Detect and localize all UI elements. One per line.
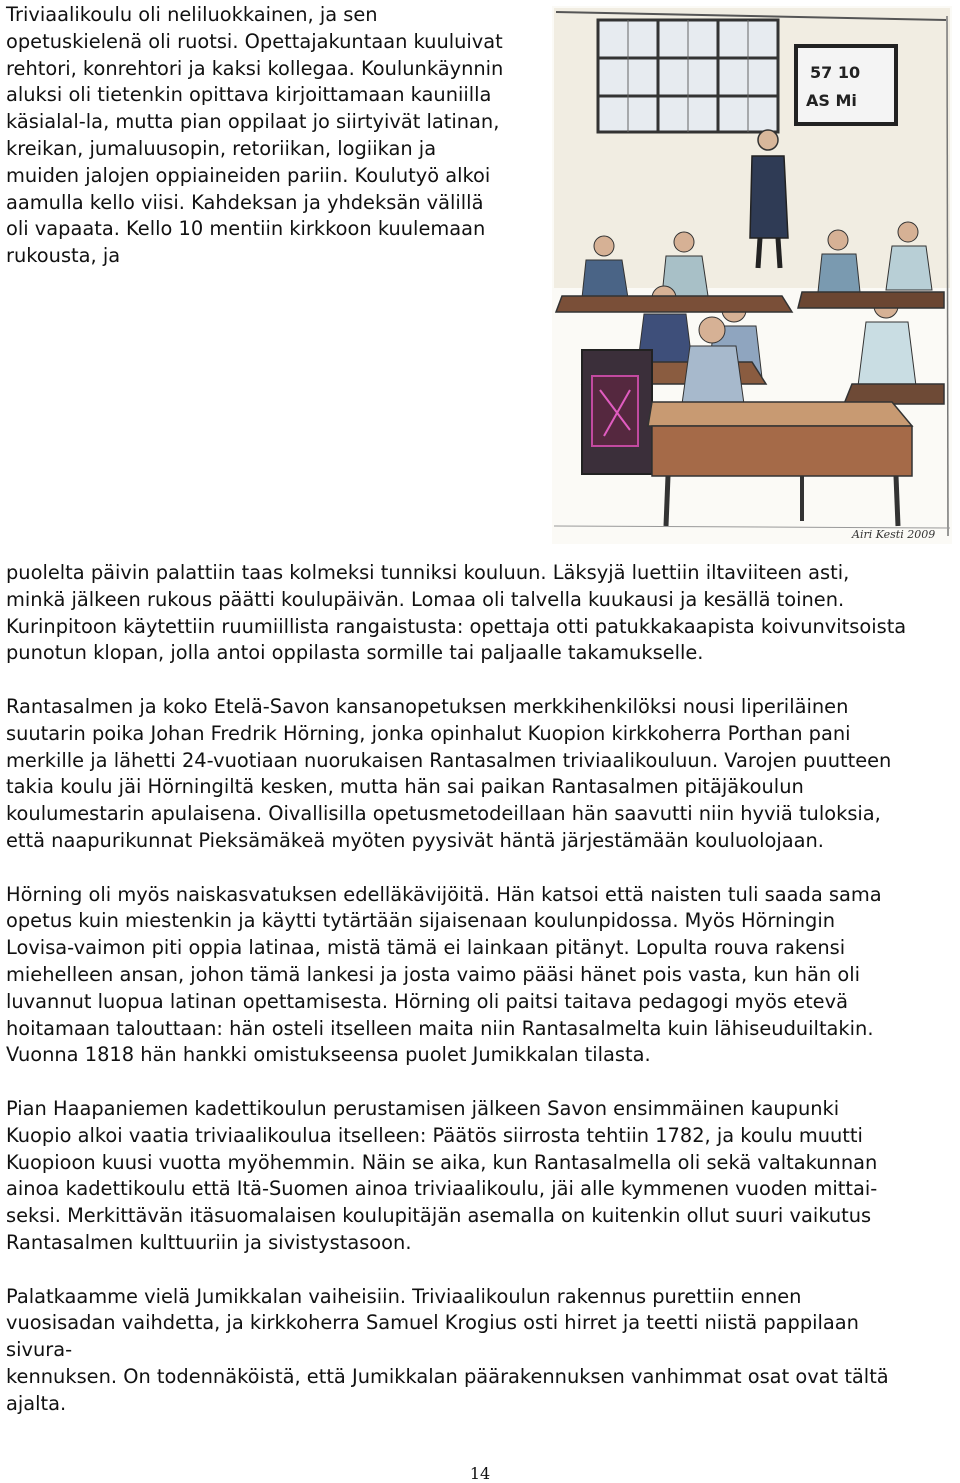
board-text-1: 57 10: [810, 63, 861, 82]
blackboard: [796, 46, 896, 124]
body-text: [6, 560, 954, 1418]
text-line: koulumestarin apulaisena. Oivallisilla opetusmetodeillaan hän saavutti niin hyviä tuloksia,: [6, 802, 881, 826]
intro-paragraph: [6, 2, 546, 270]
text-line: opetuskielenä oli ruotsi. Opettajakuntaan kuuluivat: [6, 29, 503, 53]
board-text-2: AS Mi: [806, 91, 857, 110]
paragraph: [6, 694, 954, 855]
text-line: Pian Haapaniemen kadettikoulun perustamisen jälkeen Savon ensimmäinen kaupunki: [6, 1096, 840, 1120]
text-line: Lovisa-vaimon piti oppia latinaa, mistä tämä ei lainkaan pitänyt. Lopulta rouva rakensi: [6, 936, 846, 960]
text-line: sivura-: [6, 1338, 73, 1362]
text-line: kreikan, jumaluusopin, retoriikan, logiikan ja: [6, 136, 437, 160]
text-line: suutarin poika Johan Fredrik Hörning, jonka opinhalut Kuopion kirkkoherra Porthan pani: [6, 721, 851, 745]
text-line: ainoa kadettikoulu että Itä-Suomen ainoa triviaalikoulu, jäi alle kymmenen vuoden mittai-: [6, 1177, 878, 1201]
text-line: punotun klopan, jolla antoi oppilasta sormille tai paljaalle takamukselle.: [6, 641, 704, 665]
text-line: Triviaalikoulu oli neliluokkainen, ja sen: [6, 3, 378, 26]
text-line: Rantasalmen ja koko Etelä-Savon kansanopetuksen merkkihenkilöksi nousi liperiläinen: [6, 694, 849, 718]
text-line: Kurinpitoon käytettiin ruumiillista rangaistusta: opettaja otti patukkakaapista koivunvitsoista: [6, 614, 907, 638]
text-line: aluksi oli tietenkin opittava kirjoittamaan kauniilla: [6, 83, 492, 107]
text-line: aamulla kello viisi. Kahdeksan ja yhdeksän välillä: [6, 190, 484, 214]
text-line: rehtori, konrehtori ja kaksi kollegaa. Koulunkäynnin: [6, 56, 504, 80]
text-line: Vuonna 1818 hän hankki omistukseensa puolet Jumikkalan tilasta.: [6, 1043, 651, 1067]
text-line: Palatkaamme vielä Jumikkalan vaiheisiin. Triviaalikoulun rakennus purettiin ennen: [6, 1284, 802, 1308]
text-line: Rantasalmen kulttuuriin ja sivistystasoon.: [6, 1230, 412, 1254]
text-line: Kuopioon kuusi vuotta myöhemmin. Näin se aika, kun Rantasalmella oli sekä valtakunnan: [6, 1150, 878, 1174]
text-line: Kuopio alkoi vaatia triviaalikoulua itselleen: Päätös siirrosta tehtiin 1782, ja koulu muutti: [6, 1123, 863, 1147]
paragraph: [6, 560, 954, 667]
paragraph: [6, 882, 954, 1070]
text-line: rukousta, ja: [6, 244, 121, 268]
paragraph: [6, 1096, 954, 1257]
artist-signature: Airi Kesti 2009: [852, 528, 936, 541]
paragraph: [6, 1284, 954, 1418]
text-line: että naapurikunnat Pieksämäkeä myöten pyysivät häntä järjestämään kouluolojaan.: [6, 828, 824, 852]
text-line: seksi. Merkittävän itäsuomalaisen koulupitäjän asemalla on kuitenkin ollut suuri vaikutus: [6, 1204, 872, 1228]
text-line: miehelleen ansan, johon tämä lankesi ja josta vaimo pääsi hänet pois vasta, kun hän oli: [6, 962, 860, 986]
page-number: 14: [469, 1464, 491, 1483]
text-line: kennuksen. On todennäköistä, että Jumikkalan päärakennuksen vanhimmat osat ovat tältä: [6, 1364, 889, 1388]
text-line: merkille ja lähetti 24-vuotiaan nuorukaisen Rantasalmen triviaalikouluun. Varojen puutteen: [6, 748, 892, 772]
window: [598, 20, 778, 132]
intro-text-column: [6, 2, 546, 270]
classroom-illustration: [552, 6, 952, 544]
text-line: luvannut luopua latinan opettamisesta. Hörning oli paitsi taitava pedagogi myös etevä: [6, 989, 848, 1013]
text-line: oli vapaata. Kello 10 mentiin kirkkoon kuulemaan: [6, 217, 486, 241]
text-line: takia koulu jäi Hörningiltä kesken, mutta hän sai paikan Rantasalmen pitäjäkoulun: [6, 775, 804, 799]
text-line: puolelta päivin palattiin taas kolmeksi tunniksi kouluun. Läksyjä luettiin iltaviiteen asti,: [6, 561, 850, 584]
text-line: muiden jalojen oppiaineiden pariin. Koulutyö alkoi: [6, 163, 491, 187]
text-line: Hörning oli myös naiskasvatuksen edelläkävijöitä. Hän katsoi että naisten tuli saada sama: [6, 882, 882, 906]
text-line: käsialal-la, mutta pian oppilaat jo siirtyivät latinan,: [6, 110, 500, 134]
text-line: hoitamaan talouttaan: hän osteli itselleen maita niin Rantasalmelta kuin lähiseuduiltakin.: [6, 1016, 874, 1040]
text-line: ajalta.: [6, 1391, 67, 1415]
text-line: minkä jälkeen rukous päätti koulupäivän. Lomaa oli talvella kuukausi ja kesällä toinen.: [6, 587, 845, 611]
text-line: opetus kuin miestenkin ja käytti tytärtään sijaisenaan koulunpidossa. Myös Hörningin: [6, 909, 836, 933]
text-line: vuosisadan vaihdetta, ja kirkkoherra Samuel Krogius osti hirret ja teetti niistä pappilaan: [6, 1311, 859, 1335]
